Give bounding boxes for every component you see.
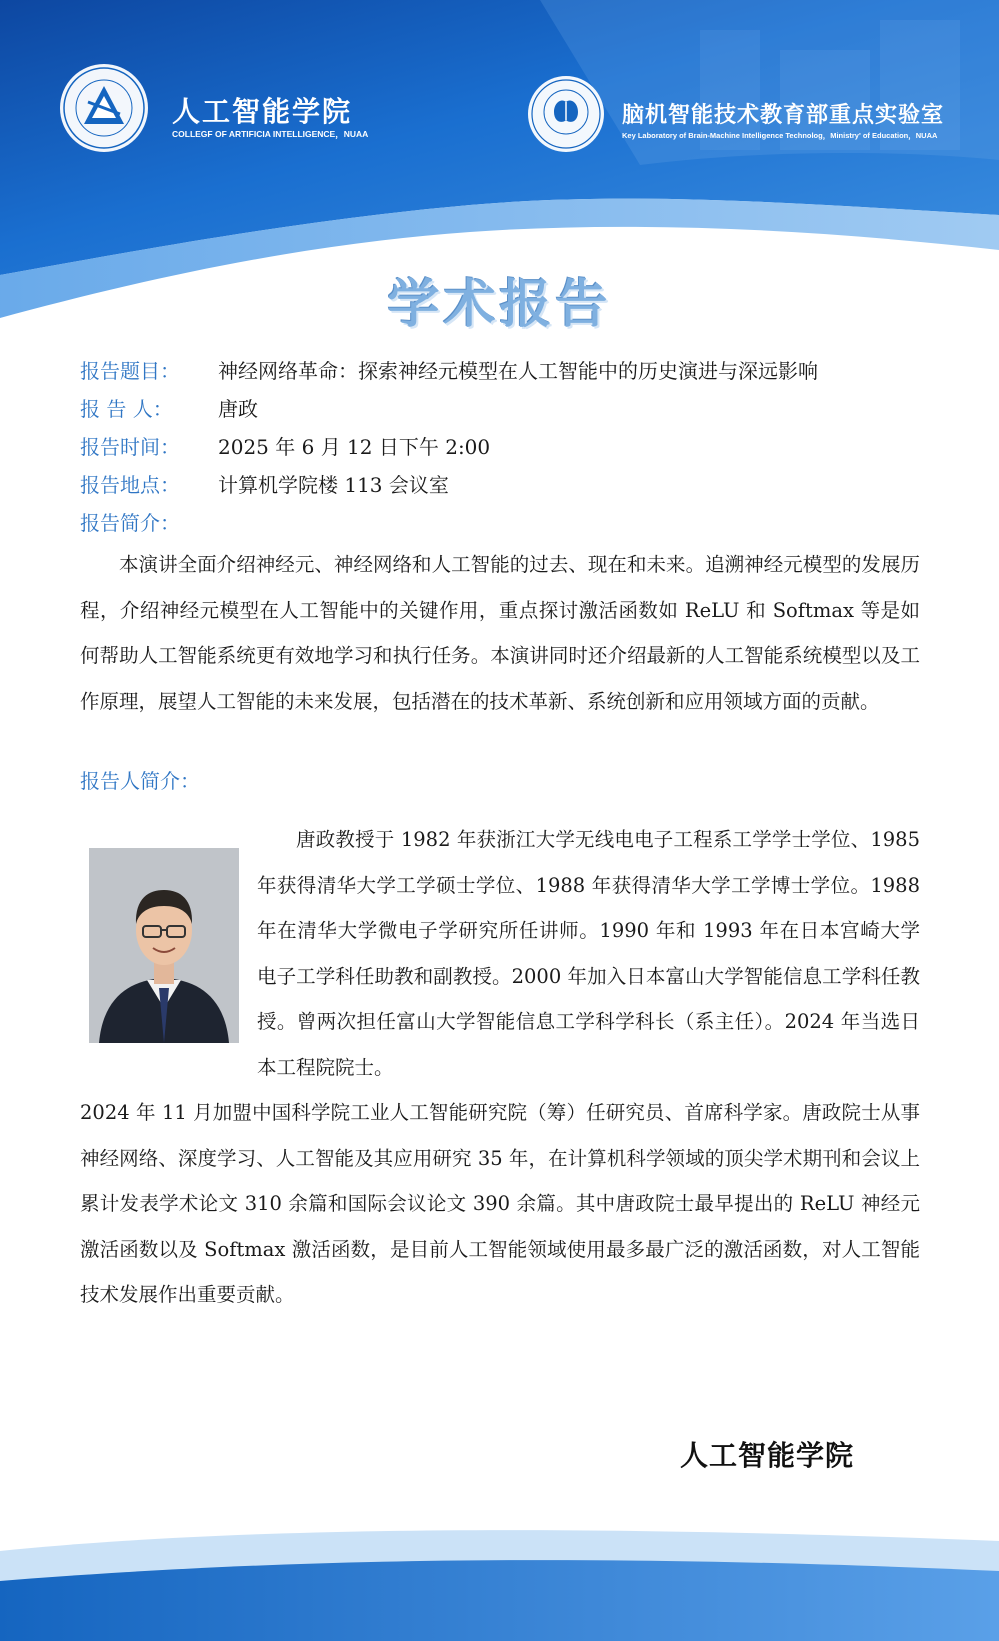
topic-row: [80, 352, 920, 390]
college-logo-icon: [58, 62, 150, 154]
place-row: [80, 466, 920, 504]
abstract-label: 报告简介：: [80, 511, 180, 535]
speaker-value: 唐政: [218, 397, 258, 421]
report-info: [80, 352, 920, 542]
footer-banner: [0, 1511, 999, 1641]
time-label: 报告时间：: [80, 435, 180, 459]
speaker-row: [80, 390, 920, 428]
speaker-photo: [89, 848, 239, 1043]
bio-text-side: [257, 817, 920, 1090]
college-name-en: COLLEGF OF ARTIFICIA INTELLIGENCE，NUAA: [172, 129, 369, 139]
speaker-label: 报 告 人：: [80, 397, 173, 421]
time-value: 2025 年 6 月 12 日下午 2:00: [218, 435, 491, 459]
page-title: 学术报告: [387, 274, 612, 335]
bio-text-rest: 2024 年 11 月加盟中国科学院工业人工智能研究院（筹）任研究员、首席科学家。唐政院士从事神经网络、深度学习、人工智能及其应用研究 35 年，在计算机科学领域的顶尖学术期刊和会议上累计发表学术论文 310 余篇和国际会议论文 390 余篇。其中唐政院士最早提出的 ReLU 神经元激活函数以及 Softmax 激活函数，是目前人工智能领域使用最多最广泛的激活函数，对人工智能技术发展作出重要贡献。: [80, 1101, 920, 1306]
abstract-text: 本演讲全面介绍神经元、神经网络和人工智能的过去、现在和未来。追溯神经元模型的发展历程，介绍神经元模型在人工智能中的关键作用，重点探讨激活函数如 ReLU 和 Softmax 等是如何帮助人工智能系统更有效地学习和执行任务。本演讲同时还介绍最新的人工智能系统模型以及工作原理，展望人工智能的未来发展，包括潜在的技术革新、系统创新和应用领域方面的贡献。: [80, 553, 920, 713]
time-row: [80, 428, 920, 466]
abstract-label-row: [80, 504, 920, 542]
place-label: 报告地点：: [80, 473, 180, 497]
lab-name: 脑机智能技术教育部重点实验室: [622, 103, 945, 128]
topic-value: 神经网络革命：探索神经元模型在人工智能中的历史演进与深远影响: [218, 359, 818, 383]
topic-label: 报告题目：: [80, 359, 180, 383]
signature: 人工智能学院: [680, 1439, 855, 1472]
bio-side-paragraph: 唐政教授于 1982 年获浙江大学无线电电子工程系工学学士学位、1985 年获得清华大学工学硕士学位、1988 年获得清华大学工学博士学位。1988 年在清华大学微电子学研究所任讲师。1990 年和 1993 年在日本宫崎大学电子工学科任助教和副教授。2000 年加入日本富山大学智能信息工学科任教授。曾两次担任富山大学智能信息工学科学科长（系主任）。2024 年当选日本工程院院士。: [257, 828, 920, 1079]
place-value: 计算机学院楼 113 会议室: [218, 473, 449, 497]
bio-label: 报告人简介：: [80, 769, 200, 793]
lab-logo-icon: [526, 74, 606, 154]
college-name: 人工智能学院: [172, 95, 353, 128]
lab-name-en: Key Laboratory of Brain-Machine Intelligence Technolog，Ministry' of Education，NUAA: [622, 131, 938, 140]
